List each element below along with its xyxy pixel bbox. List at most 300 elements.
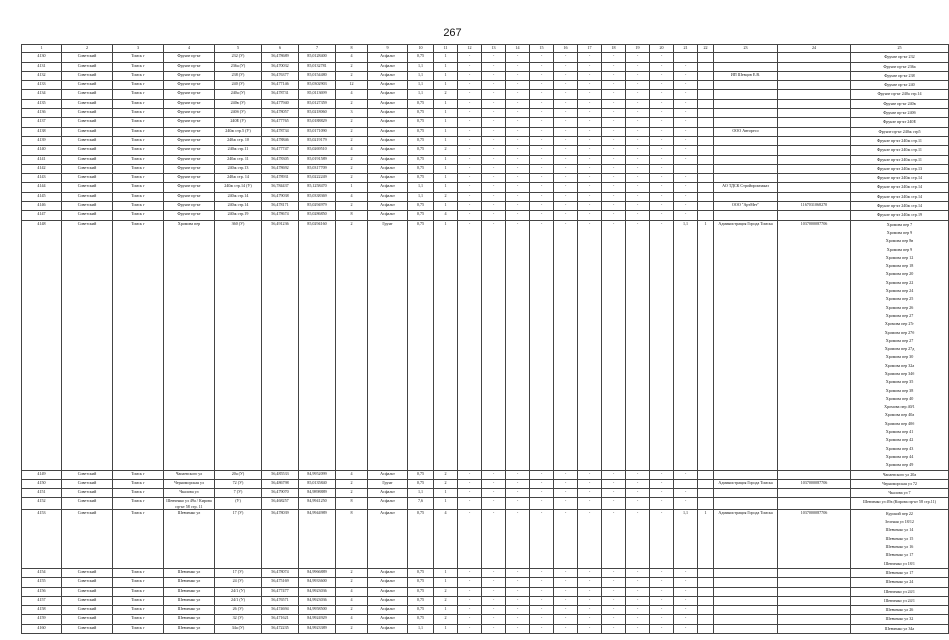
table-row xyxy=(22,624,949,633)
table-cell: Томск г xyxy=(113,220,164,470)
table-cell: - xyxy=(626,479,650,488)
table-cell xyxy=(698,155,714,164)
table-cell: - xyxy=(458,220,482,470)
table-cell: 56,474694 xyxy=(262,606,299,615)
table-cell: - xyxy=(650,53,674,62)
table-cell: - xyxy=(626,498,650,509)
table-cell: Советский xyxy=(62,164,113,173)
table-cell: 1 xyxy=(434,578,458,587)
table-cell: 84,9941250 xyxy=(299,498,336,509)
table-cell: 4147 xyxy=(22,211,62,220)
table-cell: 56,468257 xyxy=(262,498,299,509)
table-cell: - xyxy=(650,211,674,220)
address-list-cell xyxy=(851,498,949,509)
table-cell: - xyxy=(674,71,698,80)
table-cell: - xyxy=(530,568,554,577)
table-cell: Томск г xyxy=(113,470,164,479)
table-cell: - xyxy=(458,489,482,498)
table-cell: - xyxy=(602,127,626,136)
address-line: Шевченко ул 24/1 xyxy=(884,597,915,603)
header-cell: 19 xyxy=(626,45,650,53)
table-cell xyxy=(778,211,851,220)
table-cell: Фрунзе пр-кт xyxy=(164,99,215,108)
table-cell: 1 xyxy=(434,606,458,615)
table-cell: - xyxy=(506,479,530,488)
table-cell: Шевченко ул xyxy=(164,568,215,577)
table-cell: - xyxy=(554,118,578,127)
table-cell xyxy=(778,136,851,145)
table-cell: - xyxy=(626,90,650,99)
table-cell: 56,478689 xyxy=(262,53,299,62)
table-cell: - xyxy=(674,578,698,587)
table-row xyxy=(22,146,949,155)
table-cell: Асфальт xyxy=(368,202,408,211)
table-cell: 1 xyxy=(434,62,458,71)
table-cell: Томск г xyxy=(113,127,164,136)
table-cell: Шевченко ул xyxy=(164,624,215,633)
table-cell: - xyxy=(650,164,674,173)
table-cell xyxy=(698,118,714,127)
table-cell xyxy=(698,53,714,62)
table-cell: Асфальт xyxy=(368,606,408,615)
table-row xyxy=(22,62,949,71)
table-cell: - xyxy=(530,489,554,498)
table-cell: 2 xyxy=(434,470,458,479)
table-cell: Томск г xyxy=(113,146,164,155)
table-cell: - xyxy=(626,202,650,211)
table-cell: Советский xyxy=(62,71,113,80)
table-cell: - xyxy=(458,211,482,220)
table-row xyxy=(22,578,949,587)
table-cell xyxy=(698,470,714,479)
address-list-cell xyxy=(851,606,949,615)
table-cell xyxy=(698,615,714,624)
table-cell: - xyxy=(530,202,554,211)
table-cell: 85,0154480 xyxy=(299,71,336,80)
table-cell: Советский xyxy=(62,509,113,568)
table-cell: - xyxy=(626,615,650,624)
table-cell: Советский xyxy=(62,53,113,62)
table-cell: 240ж стр.14 xyxy=(215,202,262,211)
table-cell: - xyxy=(674,568,698,577)
table-cell: Грунт xyxy=(368,479,408,488)
table-cell: 4139 xyxy=(22,136,62,145)
table-cell: - xyxy=(482,615,506,624)
table-cell: Советский xyxy=(62,578,113,587)
table-cell xyxy=(778,587,851,596)
table-cell: Томск г xyxy=(113,62,164,71)
table-cell: - xyxy=(626,596,650,605)
table-cell: 85,0294160 xyxy=(299,220,336,470)
table-cell: 85,1258470 xyxy=(299,183,336,192)
table-cell: - xyxy=(578,146,602,155)
table-cell: - xyxy=(530,183,554,192)
table-cell: - xyxy=(674,470,698,479)
address-list-cell xyxy=(851,53,949,62)
table-cell: 1037000087706 xyxy=(778,220,851,470)
table-row xyxy=(22,470,949,479)
table-cell: Томск г xyxy=(113,587,164,596)
table-cell: - xyxy=(650,479,674,488)
table-cell xyxy=(714,109,778,118)
table-cell: 240а (У) xyxy=(215,90,262,99)
header-cell: 15 xyxy=(530,45,554,53)
table-cell xyxy=(698,136,714,145)
table-cell: - xyxy=(602,62,626,71)
table-cell: Томск г xyxy=(113,81,164,90)
table-cell: Советский xyxy=(62,568,113,577)
table-cell: - xyxy=(578,71,602,80)
table-cell: 56,478734 xyxy=(262,127,299,136)
table-cell: - xyxy=(626,99,650,108)
table-cell: - xyxy=(506,118,530,127)
table-cell: - xyxy=(458,498,482,509)
table-cell: Томск г xyxy=(113,118,164,127)
table-cell: 0,75 xyxy=(408,220,434,470)
table-cell: 240б (У) xyxy=(215,109,262,118)
table-cell: - xyxy=(578,615,602,624)
table-cell: - xyxy=(554,606,578,615)
table-cell: 4 xyxy=(336,90,368,99)
table-cell: - xyxy=(482,220,506,470)
table-cell: Советский xyxy=(62,192,113,201)
table-cell: - xyxy=(506,606,530,615)
table-cell: - xyxy=(650,220,674,470)
table-cell: - xyxy=(554,99,578,108)
address-line: Хромова пер 9 xyxy=(886,246,913,252)
table-cell: 2 xyxy=(336,127,368,136)
table-row xyxy=(22,174,949,183)
table-cell: 240Е (У) xyxy=(215,118,262,127)
table-cell: - xyxy=(506,62,530,71)
table-cell: 4136 xyxy=(22,109,62,118)
table-cell: 4 xyxy=(336,596,368,605)
table-cell xyxy=(714,211,778,220)
table-cell: Асфальт xyxy=(368,109,408,118)
table-cell: 56,784437 xyxy=(262,183,299,192)
table-cell: - xyxy=(506,624,530,633)
table-cell: 56,478731 xyxy=(262,90,299,99)
table-cell xyxy=(714,99,778,108)
address-list-cell xyxy=(851,81,949,90)
table-cell: - xyxy=(482,99,506,108)
table-cell: Асфальт xyxy=(368,81,408,90)
table-cell: - xyxy=(674,109,698,118)
table-cell: Советский xyxy=(62,498,113,509)
table-cell: 0,75 xyxy=(408,587,434,596)
address-list-cell xyxy=(851,146,949,155)
table-cell xyxy=(714,62,778,71)
table-cell: Асфальт xyxy=(368,489,408,498)
table-cell: 0,75 xyxy=(408,509,434,568)
table-cell: 17 (У) xyxy=(215,568,262,577)
table-cell: 240ж стр.14 (У) xyxy=(215,183,262,192)
table-cell: - xyxy=(578,606,602,615)
table-cell: 360 (У) xyxy=(215,220,262,470)
table-cell: 56,478846 xyxy=(262,136,299,145)
table-cell: - xyxy=(578,220,602,470)
table-cell: - xyxy=(602,81,626,90)
table-cell: Советский xyxy=(62,146,113,155)
table-cell: Асфальт xyxy=(368,578,408,587)
table-cell: Асфальт xyxy=(368,183,408,192)
table-cell xyxy=(698,127,714,136)
table-cell: Шевченко ул xyxy=(164,615,215,624)
header-row xyxy=(22,45,949,53)
header-cell: 6 xyxy=(262,45,299,53)
table-cell: 56,471621 xyxy=(262,615,299,624)
table-cell: 1 xyxy=(434,220,458,470)
table-cell: 32 (У) xyxy=(215,615,262,624)
address-list-cell xyxy=(851,624,949,633)
table-cell: - xyxy=(482,136,506,145)
table-cell: - xyxy=(506,192,530,201)
table-cell: - xyxy=(554,202,578,211)
table-cell: 1,1 xyxy=(408,62,434,71)
address-line: Чапаевского ул 20а xyxy=(882,471,917,477)
table-cell: Фрунзе пр-кт xyxy=(164,127,215,136)
table-cell: 56,478039 xyxy=(262,509,299,568)
table-cell: 85,0302903 xyxy=(299,81,336,90)
table-cell: 4 xyxy=(336,146,368,155)
table-cell: 2 xyxy=(434,596,458,605)
table-cell: 0,75 xyxy=(408,606,434,615)
table-cell: 2 xyxy=(336,155,368,164)
table-cell: - xyxy=(650,81,674,90)
table-cell xyxy=(674,53,698,62)
table-cell: - xyxy=(554,578,578,587)
table-cell: 84,9923036 xyxy=(299,596,336,605)
table-cell: - xyxy=(578,136,602,145)
table-cell: - xyxy=(554,568,578,577)
table-cell: - xyxy=(506,615,530,624)
table-cell: 8 xyxy=(336,211,368,220)
table-cell: 85,0338369 xyxy=(299,192,336,201)
table-cell: 2 xyxy=(434,479,458,488)
table-cell: - xyxy=(650,470,674,479)
address-line: Хромова пер 24 xyxy=(885,288,914,294)
table-cell: - xyxy=(578,596,602,605)
table-cell: 240ж стр.14 xyxy=(215,192,262,201)
address-line: Хромова пер 26 xyxy=(885,304,914,310)
table-cell xyxy=(714,568,778,577)
address-line: Фрунзе пр-кт 236а xyxy=(883,63,916,69)
header-cell: 2 xyxy=(62,45,113,53)
table-cell: - xyxy=(674,90,698,99)
table-cell xyxy=(714,53,778,62)
table-cell: - xyxy=(674,183,698,192)
table-cell: Томск г xyxy=(113,498,164,509)
table-cell: Чапаевского ул xyxy=(164,470,215,479)
table-cell xyxy=(778,81,851,90)
table-cell: 56,472235 xyxy=(262,624,299,633)
table-cell: Асфальт xyxy=(368,587,408,596)
table-cell: 0,75 xyxy=(408,53,434,62)
address-line: Фрунзе пр-кт 240ж стр.19 xyxy=(876,212,923,218)
address-line: Хромова пер 18 xyxy=(885,263,914,269)
table-cell xyxy=(778,624,851,633)
table-cell: - xyxy=(626,606,650,615)
table-cell xyxy=(698,164,714,173)
table-cell: - xyxy=(482,164,506,173)
table-cell: 1 xyxy=(434,127,458,136)
table-cell: - xyxy=(506,596,530,605)
address-list-cell xyxy=(851,470,949,479)
table-cell xyxy=(778,164,851,173)
table-cell xyxy=(698,606,714,615)
table-row xyxy=(22,99,949,108)
table-cell: 1 xyxy=(434,624,458,633)
table-cell: Томск г xyxy=(113,509,164,568)
address-line: Хромова пер 40/1 xyxy=(884,404,915,410)
table-cell: - xyxy=(554,615,578,624)
table-cell: 56,470032 xyxy=(262,62,299,71)
table-cell: Томск г xyxy=(113,99,164,108)
table-cell: 4 xyxy=(434,211,458,220)
table-cell: Томск г xyxy=(113,136,164,145)
table-cell: 4134 xyxy=(22,90,62,99)
address-list-cell xyxy=(851,71,949,80)
table-cell xyxy=(778,578,851,587)
table-cell xyxy=(778,127,851,136)
table-cell: - xyxy=(554,136,578,145)
table-cell: - xyxy=(554,479,578,488)
table-cell: Асфальт xyxy=(368,568,408,577)
table-cell xyxy=(778,606,851,615)
table-cell: Асфальт xyxy=(368,596,408,605)
table-cell: 1 xyxy=(434,81,458,90)
address-line: Фрунзе пр-кт 240в xyxy=(883,100,916,106)
table-cell: 2 xyxy=(336,174,368,183)
table-cell: - xyxy=(458,578,482,587)
table-cell: 85,0127359 xyxy=(299,99,336,108)
table-cell: - xyxy=(482,606,506,615)
table-cell: Асфальт xyxy=(368,136,408,145)
table-cell: - xyxy=(530,62,554,71)
table-cell: - xyxy=(506,90,530,99)
table-cell: Томск г xyxy=(113,568,164,577)
table-cell: - xyxy=(602,118,626,127)
table-cell: Грунт xyxy=(368,220,408,470)
table-cell xyxy=(778,99,851,108)
table-cell: Шевченко ул xyxy=(164,596,215,605)
table-cell: - xyxy=(602,183,626,192)
address-list-cell xyxy=(851,99,949,108)
table-cell xyxy=(698,596,714,605)
table-cell: - xyxy=(650,62,674,71)
address-list-cell xyxy=(851,211,949,220)
table-cell: 4158 xyxy=(22,606,62,615)
table-cell: - xyxy=(554,53,578,62)
address-list-cell xyxy=(851,596,949,605)
table-cell: 0,75 xyxy=(408,174,434,183)
table-cell: 4154 xyxy=(22,568,62,577)
table-cell: - xyxy=(602,509,626,568)
table-cell xyxy=(714,606,778,615)
table-cell: 4 xyxy=(336,615,368,624)
table-row xyxy=(22,202,949,211)
address-line: Хромова пер 40а xyxy=(884,412,915,418)
table-cell: Советский xyxy=(62,183,113,192)
table-cell: - xyxy=(530,127,554,136)
table-cell: 56,485533 xyxy=(262,470,299,479)
table-row xyxy=(22,498,949,509)
table-cell: 56,478057 xyxy=(262,109,299,118)
table-cell xyxy=(778,596,851,605)
table-cell: - xyxy=(578,498,602,509)
table-cell: - xyxy=(482,71,506,80)
address-list-cell xyxy=(851,136,949,145)
table-cell: Чкалова ул xyxy=(164,489,215,498)
table-cell: - xyxy=(626,470,650,479)
table-cell: 4146 xyxy=(22,202,62,211)
table-cell: - xyxy=(554,211,578,220)
table-cell: - xyxy=(530,71,554,80)
table-cell: 1 xyxy=(698,220,714,470)
table-cell: 1 xyxy=(434,109,458,118)
address-line: Шевченко ул 17 xyxy=(885,552,914,558)
table-cell: - xyxy=(530,220,554,470)
table-cell: - xyxy=(554,498,578,509)
table-cell: - xyxy=(530,470,554,479)
table-cell: 84,9952099 xyxy=(299,470,336,479)
table-cell: - xyxy=(602,202,626,211)
table-cell xyxy=(714,146,778,155)
table-cell: Администрация Города Томска xyxy=(714,509,778,568)
table-cell: - xyxy=(674,136,698,145)
table-cell: 20а (У) xyxy=(215,470,262,479)
table-cell: - xyxy=(626,568,650,577)
table-cell: - xyxy=(554,164,578,173)
table-cell: 4 xyxy=(434,509,458,568)
table-cell: 85,0218060 xyxy=(299,109,336,118)
table-cell: - xyxy=(506,109,530,118)
table-cell: - xyxy=(650,99,674,108)
address-line: Хромова пер 20 xyxy=(885,271,914,277)
table-cell: - xyxy=(602,174,626,183)
table-cell: Асфальт xyxy=(368,71,408,80)
table-cell: Фрунзе пр-кт xyxy=(164,174,215,183)
table-cell: - xyxy=(650,146,674,155)
table-cell: - xyxy=(530,146,554,155)
table-cell: - xyxy=(626,155,650,164)
header-cell: 11 xyxy=(434,45,458,53)
table-cell: 8 xyxy=(336,509,368,568)
table-cell: - xyxy=(650,202,674,211)
table-cell: 4152 xyxy=(22,498,62,509)
table-cell: - xyxy=(674,81,698,90)
register-table xyxy=(21,44,949,634)
table-cell: - xyxy=(650,192,674,201)
table-cell: 1 xyxy=(336,183,368,192)
table-cell: (У) xyxy=(215,498,262,509)
table-cell: 4 xyxy=(336,470,368,479)
table-cell: - xyxy=(506,136,530,145)
table-cell: - xyxy=(578,624,602,633)
table-cell: 56,478692 xyxy=(262,164,299,173)
header-cell: 24 xyxy=(778,45,851,53)
table-cell: - xyxy=(506,183,530,192)
table-cell: 84,9966889 xyxy=(299,568,336,577)
table-cell: 1 xyxy=(434,498,458,509)
address-line: Шевченко ул 24 xyxy=(885,579,914,585)
table-row xyxy=(22,90,949,99)
table-cell: - xyxy=(458,136,482,145)
table-cell: 56,486798 xyxy=(262,479,299,488)
table-cell: - xyxy=(506,470,530,479)
table-cell: 56,475169 xyxy=(262,578,299,587)
table-cell: - xyxy=(506,71,530,80)
